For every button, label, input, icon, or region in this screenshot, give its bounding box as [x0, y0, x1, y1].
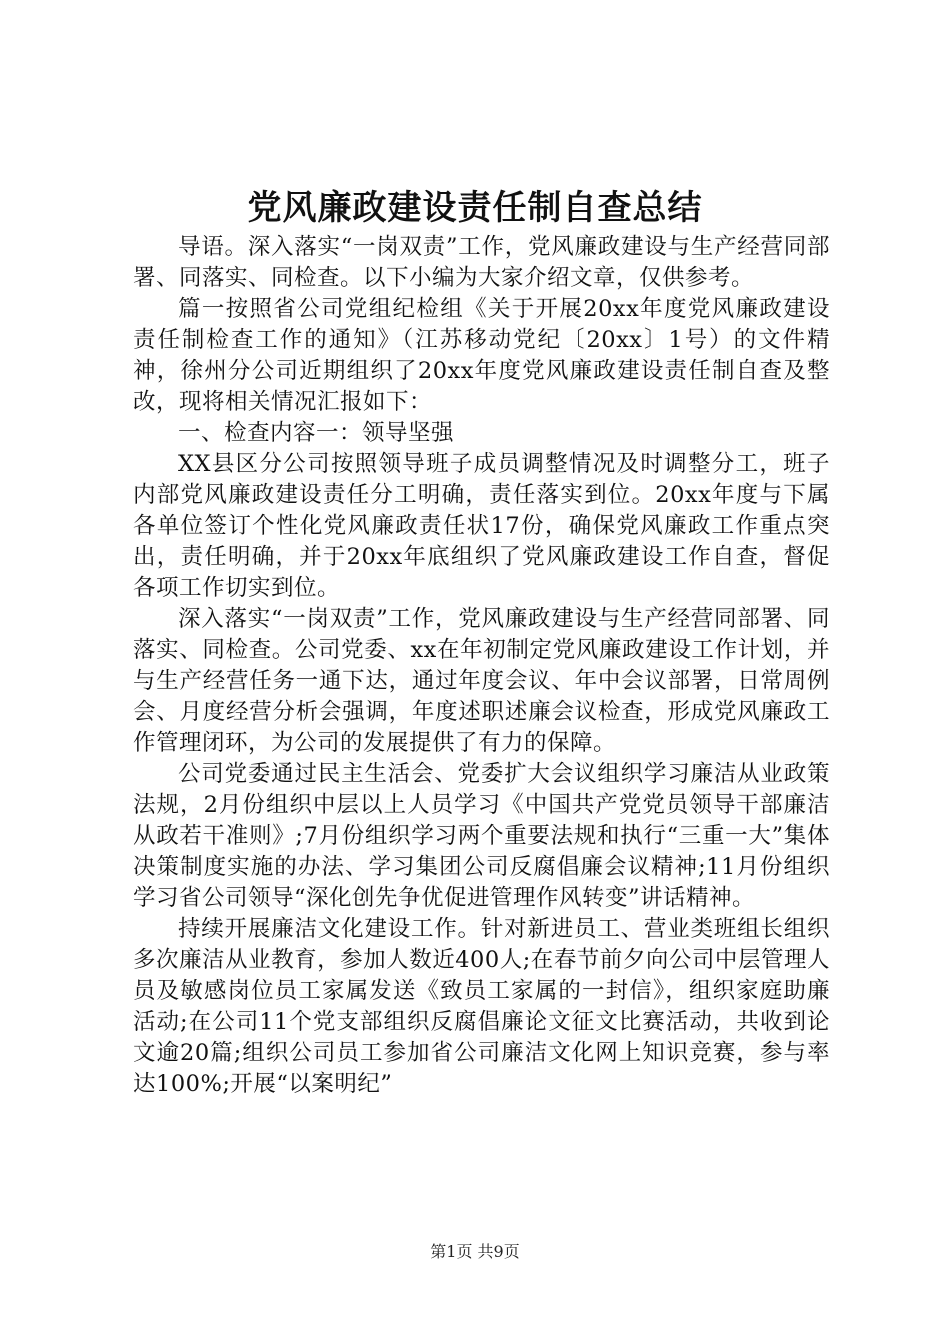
paragraph-intro: 导语。深入落实“一岗双责”工作，党风廉政建设与生产经营同部署、同落实、同检查。以下小编为大家介绍文章，仅供参考。 [133, 234, 830, 291]
page-number-footer: 第1页 共9页 [430, 1242, 520, 1261]
paragraph-party-study: 公司党委通过民主生活会、党委扩大会议组织学习廉洁从业政策法规，2月份组织中层以上人员学习《中国共产党党员领导干部廉洁从政若干准则》;7月份组织学习两个重要法规和执行“三重一大”集体决策制度实施的办法、学习集团公司反腐倡廉会议精神;11月份组织学习省公司领导“深化创先争优促进管理作风转变”讲话精神。 [133, 761, 830, 911]
document-title: 党风廉政建设责任制自查总结 [247, 188, 703, 228]
paragraph-part-one: 篇一按照省公司党组纪检组《关于开展20xx年度党风廉政建设责任制检查工作的通知》（江苏移动党纪〔20xx〕1号）的文件精神，徐州分公司近期组织了20xx年度党风廉政建设责任制自查及整改，现将相关情况汇报如下： [133, 296, 830, 415]
paragraph-one-post-two-duties: 深入落实“一岗双责”工作，党风廉政建设与生产经营同部署、同落实、同检查。公司党委、xx在年初制定党风廉政建设工作计划，并与生产经营任务一通下达，通过年度会议、年中会议部署，日常周例会、月度经营分析会强调，年度述职述廉会议检查，形成党风廉政工作管理闭环，为公司的发展提供了有力的保障。 [133, 606, 830, 756]
paragraph-county-branch: XX县区分公司按照领导班子成员调整情况及时调整分工，班子内部党风廉政建设责任分工明确，责任落实到位。20xx年度与下属各单位签订个性化党风廉政责任状17份，确保党风廉政工作重点突出，责任明确，并于20xx年底组织了党风廉政建设工作自查，督促各项工作切实到位。 [133, 451, 830, 601]
paragraph-clean-culture: 持续开展廉洁文化建设工作。针对新进员工、营业类班组长组织多次廉洁从业教育，参加人数近400人;在春节前夕向公司中层管理人员及敏感岗位员工家属发送《致员工家属的一封信》，组织家庭助廉活动;在公司11个党支部组织反腐倡廉论文征文比赛活动，共收到论文逾20篇;组织公司员工参加省公司廉洁文化网上知识竞赛，参与率达100%;开展“以案明纪” [133, 916, 830, 1097]
document-body [133, 232, 830, 1100]
section-heading-inspection: 一、检查内容一：领导坚强 [178, 420, 455, 446]
